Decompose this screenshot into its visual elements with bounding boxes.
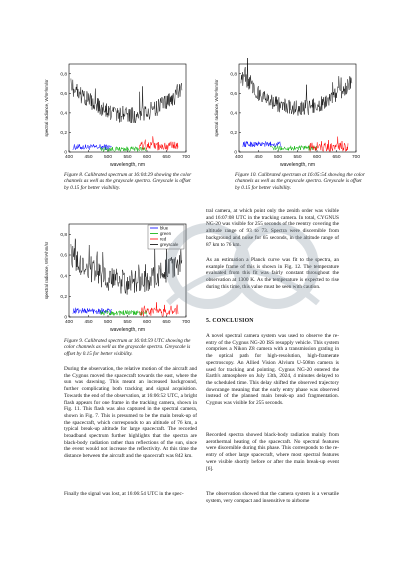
y-tick-label: 0,2 (230, 131, 237, 137)
x-tick-label: 700 (351, 155, 361, 160)
x-tick-label: 400 (64, 155, 74, 160)
x-tick-label: 600 (142, 155, 152, 160)
series-blue-line (243, 141, 282, 147)
y-tick-label: 0,2 (60, 131, 67, 137)
x-tick-label: 450 (84, 155, 93, 160)
right-paragraph-2: As an estimation a Planck curve was fit to the spectra, an example frame of this is shown in Fig. 12. The temperature evaluated from this fit was fairly constant throughout the observation at 1300 K. As the temperature is expected to rise during this time, this value must be seen with caution. (206, 257, 339, 290)
figure-10-caption: Figure 10. Calibrated spectrum at 16:05:54 showing the color channels as well as the grayscale spectra. Greyscale is offset by 0.15 for better visibility. (235, 172, 365, 191)
x-tick-label: 600 (312, 155, 322, 160)
x-tick-label: 700 (181, 155, 191, 160)
x-tick-label: 400 (234, 155, 244, 160)
x-tick-label: 500 (273, 155, 283, 160)
x-tick-label: 400 (64, 320, 74, 325)
figure-9-caption: Figure 9. Calibrated spectrum at 16:04:59 UTC showing the color channels as well as the grayscale spectra. Greyscale is offset by 0.15 for better visibility. (64, 338, 191, 357)
series-red-line (139, 302, 178, 316)
x-tick-label: 650 (162, 320, 171, 325)
legend-label: blue (160, 225, 169, 231)
x-axis-label: wavelength, nm (109, 327, 146, 333)
y-tick-label: 0,4 (60, 111, 67, 117)
y-tick-label: 0,8 (60, 72, 67, 78)
x-tick-label: 700 (181, 320, 191, 325)
y-tick-label: 0,6 (60, 91, 67, 97)
plot-frame (69, 64, 186, 152)
x-tick-label: 550 (123, 155, 132, 160)
y-axis-label: spectral radiance, W/m²/nm/sr (44, 79, 49, 137)
series-red-line (309, 137, 348, 152)
x-tick-label: 650 (162, 155, 171, 160)
y-tick-label: 0 (64, 315, 67, 321)
y-tick-label: 0,8 (230, 72, 237, 78)
figure-8-svg (42, 58, 192, 168)
conclusion-paragraph-3: The observation showed that the camera system is a versatile system, very compact and insensitive to airborne (206, 491, 339, 504)
x-tick-label: 500 (103, 320, 113, 325)
series-greyscale-line (241, 58, 352, 116)
series-greyscale-line (71, 79, 182, 124)
legend-label: red (160, 236, 167, 242)
x-axis-label: wavelength, nm (109, 162, 146, 168)
y-tick-label: 0,4 (60, 274, 67, 280)
figure-9-svg (42, 218, 192, 333)
left-paragraph-2: Finally the signal was lost, at 16:06:54 UTC in the spec- (64, 491, 184, 497)
plot-frame (239, 64, 356, 152)
conclusion-paragraph-2: Recorded spectra showed black-body radiation mainly from aerothermal heating of the spacecraft. No spectral features were discernible during this phase. This corresponds to the re-entry of other large spacecraft, where most spectral features were visible shortly before or after the main break-up event [6]. (206, 432, 339, 472)
y-axis-label: spectral radiance, W/m²/nm/sr (214, 79, 219, 137)
y-tick-label: 0,4 (230, 111, 237, 117)
x-axis-label: wavelength, nm (279, 162, 316, 168)
y-tick-label: 0 (64, 150, 67, 156)
figure-8-chart (42, 58, 192, 168)
x-tick-label: 500 (103, 155, 113, 160)
left-paragraph-1: During the observation, the relative motion of the aircraft and the Cygnus moved the spacecraft towards the east, where the sun was dawning. This meant an increased background, further complicating both tracking and signal acquisition. Towards the end of the observation, at 16:06:52 UTC, a bright flash appears for one frame in the tracking camera, shown in Fig. 11. This flash was also captured in the spectral camera, shown in Fig. 7. This is presumed to be the main break-up of the spacecraft, which corresponds to an altitude of 76 km, a typical break-up altitude for large spacecraft. The recorded broadband spectrum further highlights that the spectra are black-body radiation rather than reflections of the sun, since the event would not increase the reflectivity. At this time the distance between the aircraft and the spacecraft was 842 km. (64, 366, 197, 460)
legend-label: greyscale (160, 242, 179, 247)
figure-9-chart (42, 218, 192, 333)
x-tick-label: 600 (142, 320, 152, 325)
figure-8-caption: Figure 8. Calibrated spectrum at 16:04:29 showing the color channels as well as the grayscale spectra. Greyscale is offset by 0.15 for better visibility. (64, 172, 192, 191)
conclusion-paragraph-1: A novel spectral camera system was used to observe the re-entry of the Cygnus NG-20 ISS resupply vehicle. This system comprises a Nikon Z8 camera with a transmission grating in the optical path for high-resolution, high-framerate spectroscopy. An Allied Vision Alvium U-508m camera is used for tracking and pointing. Cygnus NG-20 entered the Earth's atmosphere on July 13th, 2024, 4 minutes delayed to the scheduled time. This delay shifted the observed trajectory downrange meaning that the early entry phase was observed instead of the planned main break-up and fragmentation. Cygnus was visible for 255 seconds. (206, 333, 339, 407)
y-tick-label: 0,6 (60, 253, 67, 259)
x-tick-label: 450 (254, 155, 263, 160)
y-tick-label: 0,2 (60, 294, 67, 300)
section-heading-conclusion: 5. CONCLUSION (206, 318, 254, 324)
y-tick-label: 0,6 (230, 91, 237, 97)
x-tick-label: 550 (123, 320, 132, 325)
x-tick-label: 650 (332, 155, 341, 160)
figure-10-chart (212, 58, 362, 168)
y-tick-label: 0 (234, 150, 237, 156)
y-tick-label: 0,8 (60, 232, 67, 238)
y-axis-label: spectral radiance, W/m²/nm/sr (44, 241, 49, 300)
x-tick-label: 450 (84, 320, 93, 325)
series-blue-line (73, 308, 112, 314)
x-tick-label: 550 (293, 155, 302, 160)
figure-10-svg (212, 58, 362, 168)
legend-label: green (160, 231, 171, 236)
right-paragraph-1: tral camera, at which point only the zenith order was visible and 16:07:08 UTC in the tracking camera. In total, CYGNUS NG-20 was visible for 255 seconds of the reentry covering the altitude range of 93 to 73. Spectra were discernible from background and noise for 65 seconds, in the altitude range of 87 km to 76 km. (206, 208, 339, 248)
